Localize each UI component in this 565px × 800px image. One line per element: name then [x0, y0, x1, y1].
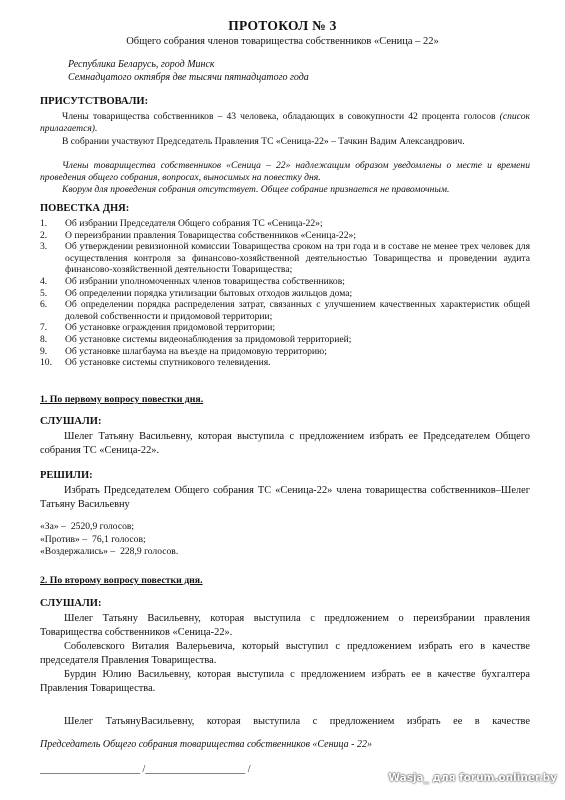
- list-item: 3. Об утверждении ревизионной комиссии Товарищества сроком на три года и в составе не менее трех человек для осуществления контроля за финансово-хозяйственной деятельностью Товарищества и проведении аудита финансово-хозяйственной деятельности Товарищества;: [40, 241, 530, 276]
- q2-paragraph-1: Шелег Татьяну Васильевну, которая выступила с предложением о переизбрании правления Товарищества собственников «Сеница-22».: [40, 613, 530, 638]
- list-item: 2. О переизбрании правления Товарищества собственников «Сеница-22»;: [40, 229, 356, 241]
- list-item: 10. Об установке системы спутникового телевидения.: [40, 357, 271, 369]
- list-item: 8. Об установке системы видеонаблюдения за придомовой территорией;: [40, 333, 352, 345]
- list-item: 7. Об установке ограждения придомовой территории;: [40, 322, 275, 334]
- q2-heading: 2. По второму вопросу повестки дня.: [40, 575, 203, 586]
- list-item: 4. Об избрании уполномоченных членов товарищества собственников;: [40, 275, 345, 287]
- present-chairman: В собрании участвуют Председатель Правления ТС «Сеница-22» – Тачкин Вадим Александрович.: [62, 136, 465, 147]
- forum-watermark: Wasja_ для forum.onliner.by: [388, 772, 557, 784]
- quorum-paragraph: Кворум для проведения собрания отсутствует. Общее собрание признается не правомочным.: [62, 184, 450, 195]
- place-and-date: [68, 58, 309, 84]
- list-item: 9. Об установке шлагбаума на въезде на придомовую территорию;: [40, 345, 327, 357]
- q2-paragraph-4: Шелег ТатьянуВасильевну, которая выступила с предложением избрать ее в качестве: [64, 716, 530, 727]
- q1-decided-text: Избрать Председателем Общего собрания ТС «Сеница-22» члена товарищества собственников–Шелег Татьяну Васильевну: [40, 485, 530, 510]
- document-subtitle: Общего собрания членов товарищества собственников «Сеница – 22»: [126, 36, 439, 47]
- q2-paragraph-3: Бурдин Юлию Васильевну, которая выступила с предложением избрать ее в качестве бухгалтера Правления Товарищества.: [40, 669, 530, 694]
- place-line: Республика Беларусь, город Минск: [68, 59, 215, 70]
- vote-for: «За» – 2520,9 голосов;: [40, 521, 135, 532]
- q2-heard-label: СЛУШАЛИ:: [40, 598, 102, 609]
- list-item: 6. Об определении порядка распределения затрат, связанных с улучшением качественных характеристик общей долевой собственности и придомовой территории;: [40, 299, 530, 322]
- list-item: 5. Об определении порядка утилизации бытовых отходов жильцов дома;: [40, 287, 353, 299]
- agenda-list: [40, 218, 530, 369]
- present-list-note: (список прилагается).: [40, 111, 530, 134]
- present-heading: ПРИСУТСТВОВАЛИ:: [40, 96, 149, 107]
- present-members: Члены товарищества собственников – 43 человека, обладающих в совокупности 42 процента голосов: [62, 111, 496, 122]
- vote-against: «Против» – 76,1 голосов;: [40, 533, 146, 545]
- present-paragraph: [40, 111, 530, 134]
- q2-paragraph-2: Соболевского Виталия Валерьевича, который выступил с предложением избрать его в качестве председателя Правления Товарищества.: [40, 641, 530, 666]
- q1-heard-label: СЛУШАЛИ:: [40, 416, 102, 427]
- date-line: Семнадцатого октября две тысячи пятнадцатого года: [68, 72, 309, 83]
- list-item: 1. Об избрании Председателя Общего собрания ТС «Сеница-22»;: [40, 218, 323, 229]
- q1-votes: [40, 521, 178, 559]
- q1-heard-text: Шелег Татьяну Васильевну, которая выступила с предложением избрать ее Председателем Общего собрания ТС «Сеница-22».: [40, 431, 530, 456]
- document-title: ПРОТОКОЛ № 3: [228, 18, 337, 33]
- q1-decided-label: РЕШИЛИ:: [40, 470, 93, 481]
- vote-abstained: «Воздержались» – 228,9 голосов.: [40, 546, 179, 557]
- notice-paragraph: Члены товарищества собственников «Сеница – 22» надлежащим образом уведомлены о месте и времени проведения общего собрания, вопросах, выносимых на повестку дня.: [40, 160, 530, 183]
- signature-line: ____________________ /____________________ /: [40, 764, 251, 775]
- q1-heading: 1. По первому вопросу повестки дня.: [40, 394, 204, 405]
- agenda-heading: ПОВЕСТКА ДНЯ:: [40, 203, 130, 214]
- chair-line: Председатель Общего собрания товарищества собственников «Сеница - 22»: [40, 739, 373, 750]
